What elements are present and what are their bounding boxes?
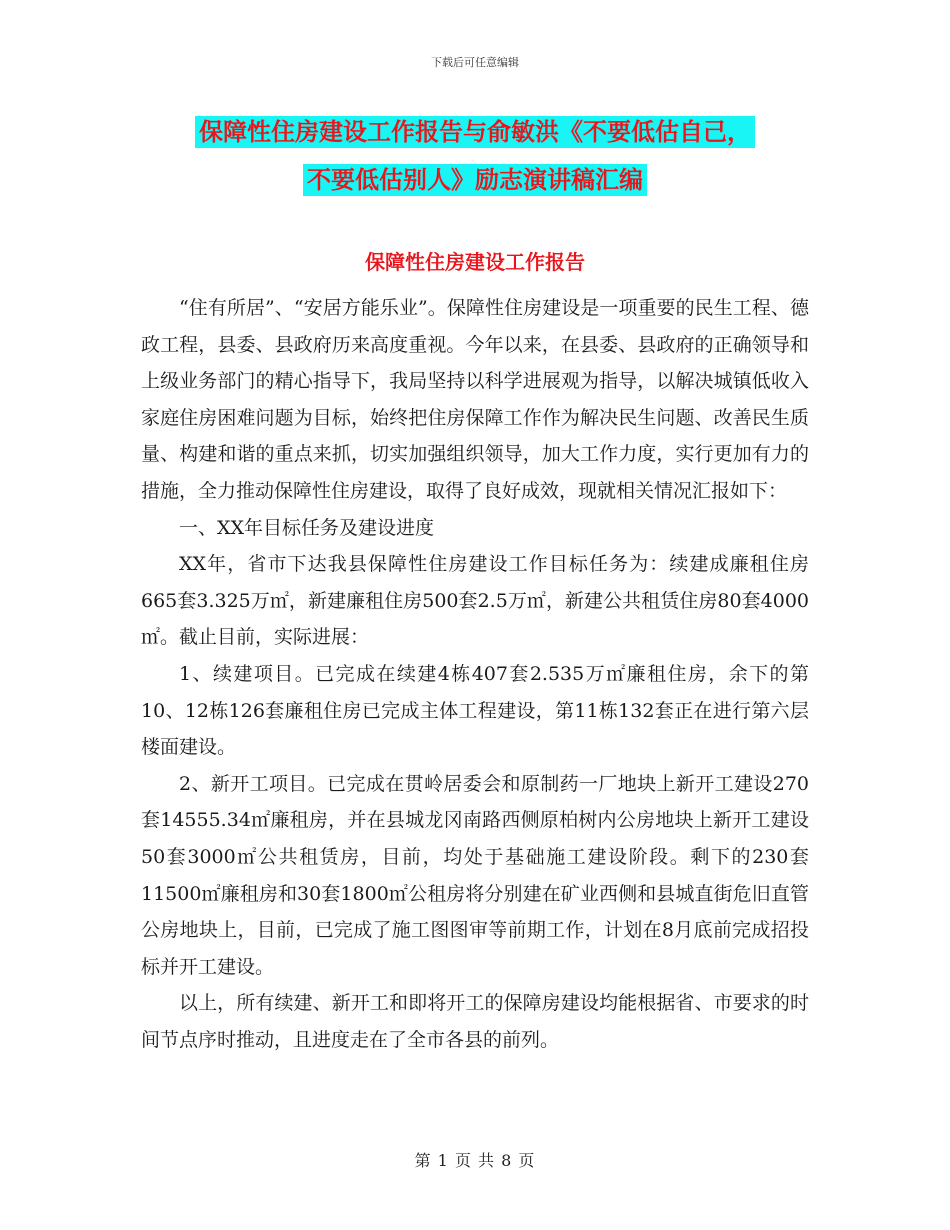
section-title: 保障性住房建设工作报告 <box>365 250 585 274</box>
document-title-line-2: 不要低估别人》励志演讲稿汇编 <box>303 164 647 196</box>
paragraph-summary: 以上，所有续建、新开工和即将开工的保障房建设均能根据省、市要求的时间节点序时推动，且进度走在了全市各县的前列。 <box>141 992 809 1051</box>
page-number: 第 1 页 共 8 页 <box>414 1151 536 1170</box>
paragraph-new-projects: 2、新开工项目。已完成在贯岭居委会和原制药一厂地块上新开工建设270套14555.34㎡廉租房，并在县城龙冈南路西侧原柏树内公房地块上新开工建设50套3000㎡公共租赁房，目前，均处于基础施工建设阶段。剩下的230套11500㎡廉租房和30套1800㎡公租房将分别建在矿业西侧和县城直街危旧直管公房地块上，目前，已完成了施工图图审等前期工作，计划在8月底前完成招投标并开工建设。 <box>141 772 809 978</box>
paragraph-heading-1: 一、XX年目标任务及建设进度 <box>179 516 435 539</box>
paragraph-intro: “住有所居”、“安居方能乐业”。保障性住房建设是一项重要的民生工程、德政工程，县委、县政府历来高度重视。今年以来，在县委、县政府的正确领导和上级业务部门的精心指导下，我局坚持以科学进展观为指导，以解决城镇低收入家庭住房困难问题为目标，始终把住房保障工作作为解决民生问题、改善民生质量、构建和谐的重点来抓，切实加强组织领导，加大工作力度，实行更加有力的措施，全力推动保障性住房建设，取得了良好成效，现就相关情况汇报如下： <box>141 297 809 502</box>
paragraph-targets: XX年，省市下达我县保障性住房建设工作目标任务为：续建成廉租住房665套3.325万㎡，新建廉租住房500套2.5万㎡，新建公共租赁住房80套4000㎡。截止目前，实际进展： <box>141 553 809 649</box>
document-body <box>141 290 809 1058</box>
document-title-line-1: 保障性住房建设工作报告与俞敏洪《不要低估自己， <box>195 116 755 148</box>
page-header-note: 下载后可任意编辑 <box>431 56 519 69</box>
document-title <box>0 108 950 204</box>
paragraph-continuing-projects: 1、续建项目。已完成在续建4栋407套2.535万㎡廉租住房，余下的第10、12栋126套廉租住房已完成主体工程建设，第11栋132套正在进行第六层楼面建设。 <box>141 662 809 759</box>
